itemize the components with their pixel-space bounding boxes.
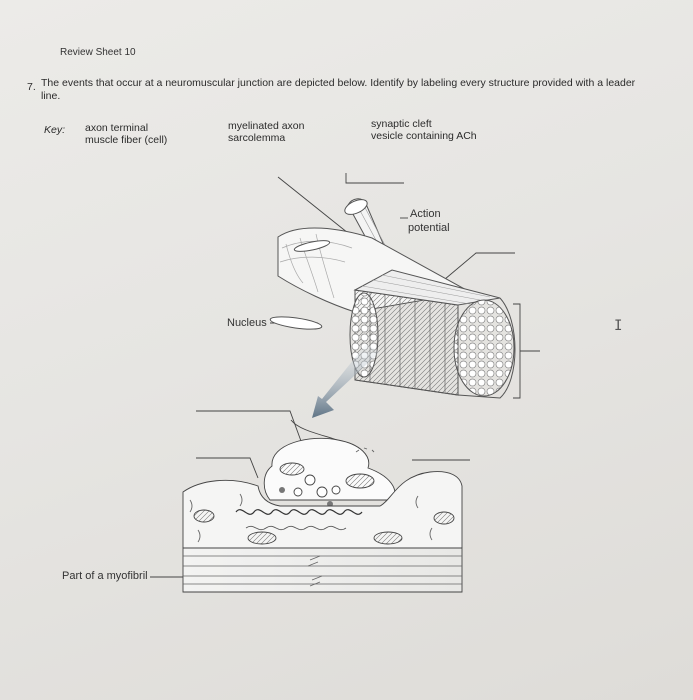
mitochondrion — [346, 474, 374, 488]
key-label: Key: — [44, 124, 66, 136]
leader-line-axon-2 — [278, 177, 348, 233]
muscle-fiber-bundle — [270, 228, 515, 398]
question-text: The events that occur at a neuromuscular junction are depicted below. Identify by labeling every structure provided with a leader line. — [41, 77, 636, 102]
mitochondrion — [280, 463, 304, 475]
question-number: 7. — [27, 81, 36, 93]
key-term-vesicle-ach: vesicle containing ACh — [371, 130, 477, 142]
key-term-myelinated-axon: myelinated axon — [228, 120, 305, 132]
key-term-synaptic-cleft: synaptic cleft — [371, 118, 432, 130]
leader-line-axon — [346, 173, 404, 183]
action-potential-label-line2: potential — [408, 222, 450, 234]
nucleus-label: Nucleus — [227, 317, 267, 329]
key-term-muscle-fiber: muscle fiber (cell) — [85, 134, 168, 146]
text-cursor-icon: I — [614, 318, 623, 334]
key-term-sarcolemma: sarcolemma — [228, 132, 286, 144]
key-term-axon-terminal: axon terminal — [85, 122, 149, 134]
nucleus-shape — [270, 314, 323, 331]
myofibril-label: Part of a myofibril — [62, 570, 148, 582]
magnified-junction — [150, 411, 470, 592]
action-potential-label-line1: Action — [410, 208, 441, 220]
leader-line-lower-2 — [196, 458, 258, 478]
sheet-title: Review Sheet 10 — [60, 47, 136, 58]
